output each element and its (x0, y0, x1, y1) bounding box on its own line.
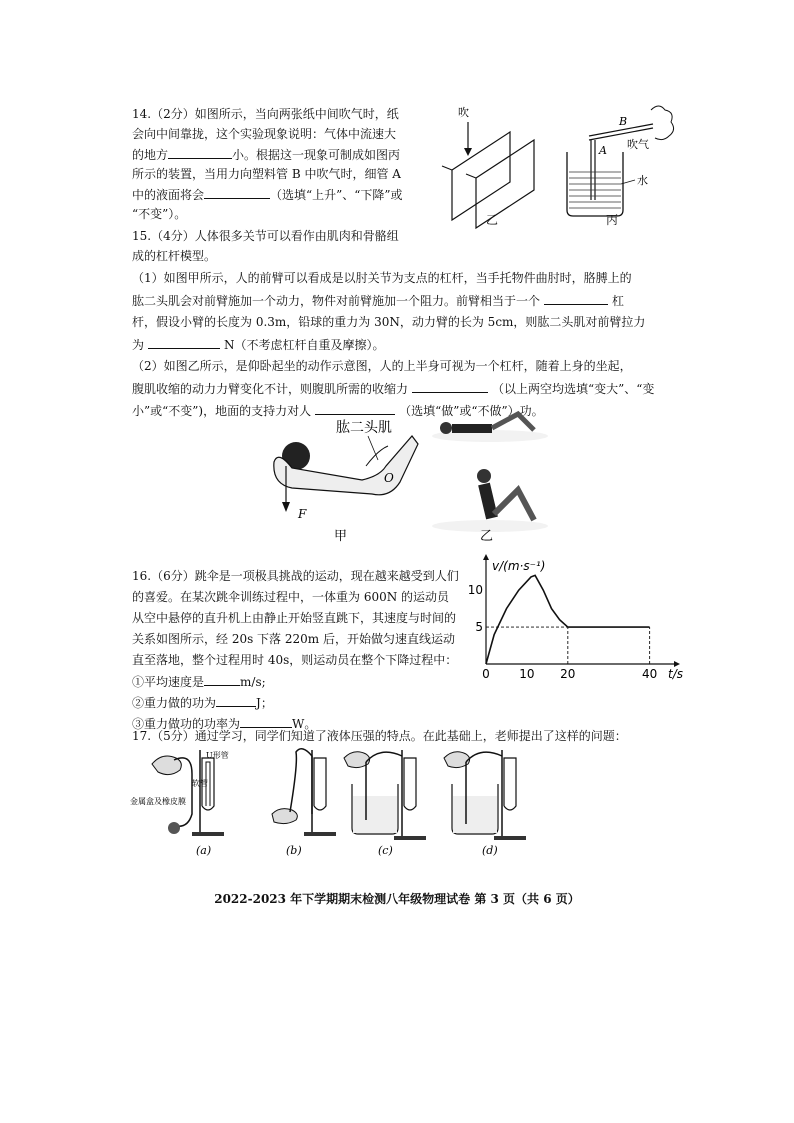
q15-figure-situp (428, 410, 552, 544)
q16-text: ①平均速度是 (132, 675, 205, 689)
q14-fig-yi-label: 乙 (486, 213, 499, 227)
y-axis-label: v/(m·s⁻¹) (492, 559, 546, 573)
caption-d: (d) (482, 844, 498, 857)
q16-line4: 关系如图所示，经 20s 下落 220m 后，开始做匀速直线运动 (132, 632, 455, 646)
label-u-tube: U形管 (206, 751, 229, 760)
torso (452, 424, 492, 433)
u-tube (314, 758, 326, 810)
q15-text: （以上两空均选填“变大”、“变 (492, 382, 655, 396)
q15-text: 为 (132, 338, 145, 352)
q14-line2: 会向中间靠拢，这个实验现象说明：气体中流速大 (132, 127, 397, 141)
u-tube (504, 758, 516, 810)
q15-text: （选填“做”或“不做”）功。 (399, 404, 544, 418)
q14-line3 (132, 144, 400, 165)
face-icon (651, 106, 674, 140)
stand-base (394, 836, 426, 840)
q15-p1a: （1）如图甲所示，人的前臂可以看成是以肘关节为支点的杠杆，当手托物件曲肘时，胳膊上的 (132, 271, 632, 285)
hose (466, 752, 502, 762)
q14-text: 中的液面将会 (132, 188, 205, 202)
torso (484, 484, 492, 518)
q14-fig-bing-label: 丙 (606, 213, 619, 227)
velocity-line (486, 575, 650, 664)
q15-text: 杠 (612, 294, 625, 308)
water (353, 796, 397, 833)
fig-d (444, 750, 526, 857)
paper-right (476, 140, 534, 228)
label-hose: 软管 (192, 779, 208, 788)
q16-text: W。 (292, 717, 317, 731)
q16-vt-chart (467, 558, 684, 692)
chart-series (486, 575, 650, 664)
x-tick-label: 10 (519, 667, 535, 681)
fig-c (344, 750, 426, 857)
arrow-head (464, 148, 472, 156)
q15-text: 腹肌收缩的动力力臂变化不计，则腹肌所需的收缩力 (132, 382, 409, 396)
q14-line5 (132, 184, 403, 205)
q14-figure-beaker (555, 100, 680, 218)
label-A: A (599, 144, 607, 157)
head-icon (477, 469, 491, 483)
q15-line1: 15.（4分）人体很多关节可以看作由肌肉和骨骼组 (132, 229, 399, 243)
hose (366, 752, 402, 762)
q16-a2 (132, 692, 273, 713)
q14-fig-blow: 吹 (458, 106, 469, 119)
label-metal-box: 金属盒及橡皮膜 (130, 797, 186, 806)
q14-line4: 所示的装置，当用力向塑料管 B 中吹气时，细管 A (132, 167, 401, 181)
q16-text: J； (256, 696, 273, 710)
q16-text: m/s; (240, 675, 266, 689)
paper-left (452, 132, 510, 220)
q16-line1: 16.（6分）跳伞是一项极具挑战的运动，现在越来越受到人们 (132, 569, 459, 583)
leader-line (368, 436, 378, 460)
arrow-down-icon (282, 502, 290, 512)
y-axis-arrow (483, 554, 489, 560)
legs (492, 414, 534, 430)
q15-p1c: 杆，假设小臂的长度为 0.3m，铅球的重力为 30N，动力臂的长为 5cm，则肱二头肌对前臂拉力 (132, 315, 646, 329)
y-tick-label: 5 (475, 620, 483, 635)
head-icon (440, 422, 452, 434)
q17-line1: 17.（5分）通过学习，同学们知道了液体压强的特点。在此基础上，老师提出了这样的问题： (132, 729, 627, 743)
q15-text: N（不考虑杠杆自重及摩擦）。 (224, 338, 385, 352)
x-tick-label: 40 (641, 667, 658, 681)
caption-b: (b) (286, 844, 302, 857)
metal-box-icon (168, 822, 180, 834)
chart-labels (468, 559, 683, 681)
q15-blank-3[interactable] (412, 378, 488, 393)
q15-text: 小”或“不变”)，地面的支持力对人 (132, 404, 312, 418)
q14-text: 小。根据这一现象可制成如图丙 (232, 148, 401, 162)
q16-line5: 直至落地，整个过程用时 40s，则运动员在整个下降过程中： (132, 653, 458, 667)
stand-base (192, 832, 224, 836)
q15-p2a: （2）如图乙所示，是仰卧起坐的动作示意图，人的上半身可视为一个杠杆，随着上身的坐起， (132, 359, 632, 373)
x-axis-label: t/s (668, 667, 683, 681)
biceps-line (366, 446, 388, 466)
q16-text: ②重力做的功为 (132, 696, 217, 710)
fig-b (272, 749, 336, 857)
q15-figure-arm (262, 410, 422, 542)
stand-base (494, 836, 526, 840)
q15-p2b (132, 378, 654, 399)
label-F: F (298, 507, 307, 521)
q15-p1b (132, 290, 624, 311)
q15-blank-1[interactable] (544, 290, 608, 305)
water (453, 796, 497, 833)
q15-p1d (132, 334, 385, 355)
paper-holder (442, 166, 452, 170)
y-tick-label: 10 (467, 583, 483, 598)
q16-a1 (132, 671, 266, 692)
paper-holder (466, 174, 476, 178)
legs (494, 490, 534, 520)
caption-c: (c) (378, 844, 393, 857)
q16-blank-1[interactable] (204, 671, 240, 686)
fig-a (130, 750, 229, 857)
caption-a: (a) (196, 844, 212, 857)
q17-figures (130, 744, 550, 862)
label-O: O (384, 471, 394, 485)
q16-text: ③重力做功的功率为 (132, 717, 241, 731)
q14-blank-2[interactable] (204, 184, 270, 199)
chart-guides (486, 627, 650, 664)
x-tick-label: 20 (560, 667, 576, 681)
q16-line2: 的喜爱。在某次跳伞训练过程中，一体重为 600N 的运动员 (132, 590, 450, 604)
q14-line6: “不变”）。 (132, 207, 187, 221)
q16-blank-2[interactable] (216, 692, 256, 707)
q14-blank-1[interactable] (168, 144, 232, 159)
q15-text: 肱二头肌会对前臂施加一个动力，物件对前臂施加一个阻力。前臂相当于一个 (132, 294, 541, 308)
hand-icon (272, 809, 297, 824)
q15-blank-2[interactable] (148, 334, 220, 349)
fig-yi-label: 乙 (480, 529, 494, 544)
q16-line3: 从空中悬停的直升机上由静止开始竖直跳下，其速度与时间的 (132, 611, 457, 625)
q15-line2: 成的杠杆模型。 (132, 249, 217, 263)
page-footer: 2022-2023 年下学期期末检测八年级物理试卷 第 3 页（共 6 页） (214, 892, 580, 906)
fig-jia-label: 甲 (334, 529, 348, 544)
q14-line1: 14.（2分）如图所示，当向两张纸中间吹气时，纸 (132, 107, 399, 121)
hose (290, 749, 312, 814)
label-water: 水 (637, 174, 648, 187)
x-tick-label: 0 (482, 667, 490, 681)
q14-text: （选填“上升”、“下降”或 (270, 188, 403, 202)
u-tube (404, 758, 416, 810)
label-biceps: 肱二头肌 (336, 420, 392, 436)
q14-text: 的地方 (132, 148, 169, 162)
label-blow: 吹气 (627, 138, 649, 151)
stand-base (304, 832, 336, 836)
label-B: B (619, 115, 628, 128)
